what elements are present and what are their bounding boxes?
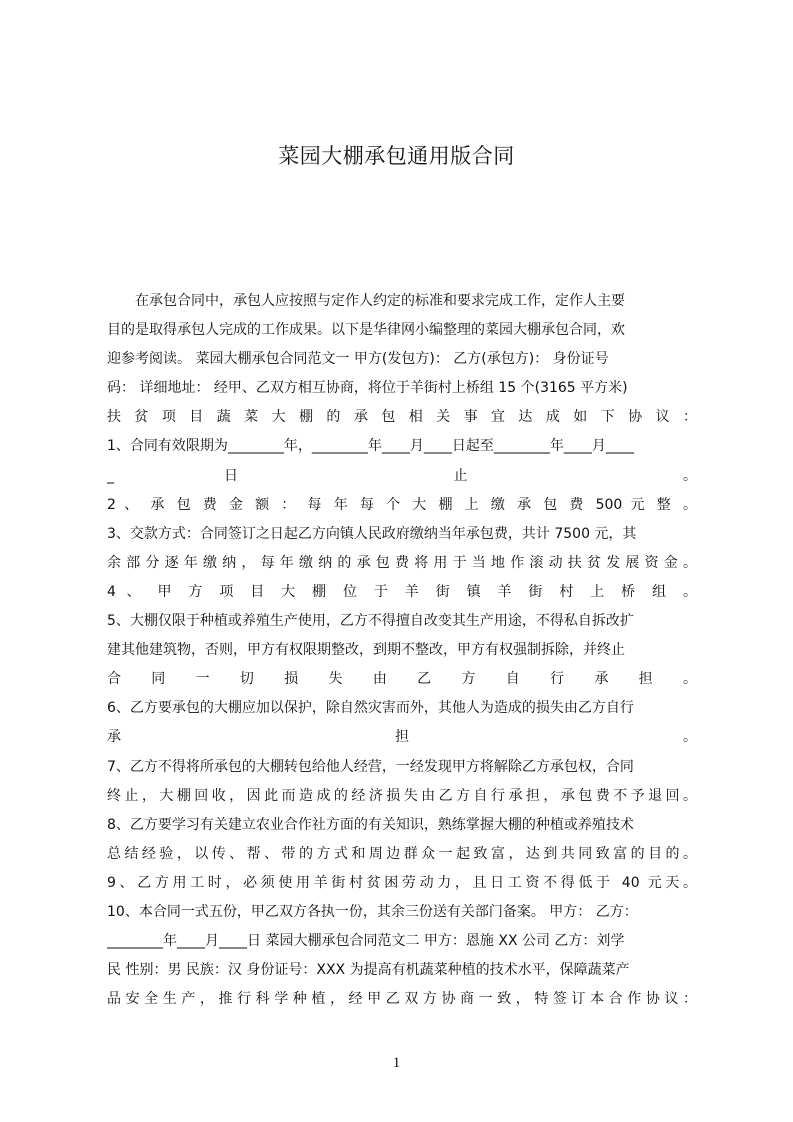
paragraph-line: 迎参考阅读。 菜园大棚承包合同范文一 甲方(发包方)： 乙方(承包方)： 身份证号 [107, 351, 609, 368]
document-body [107, 287, 697, 1012]
paragraph-line: 承 担 。 [107, 729, 697, 746]
paragraph-line: 建其他建筑物，否则，甲方有权限期整改，到期不整改，甲方有权强制拆除，并终止 [107, 642, 625, 659]
page-number: 1 [392, 1055, 401, 1071]
paragraph-line: 3、交款方式：合同签订之日起乙方向镇人民政府缴纳当年承包费，共计 7500 元，其 [107, 525, 637, 542]
paragraph-line: 6、乙方要承包的大棚应加以保护，除自然灾害而外，其他人为造成的损失由乙方自行 [107, 700, 634, 717]
paragraph-line: 4 、 甲 方 项 目 大 棚 位 于 羊 街 镇 羊 街 村 上 桥 组 。 [107, 583, 697, 600]
paragraph-line: 10、本合同一式五份，甲乙双方各执一份，其余三份送有关部门备案。 甲方： 乙方： [107, 903, 638, 920]
paragraph-line: 在承包合同中，承包人应按照与定作人约定的标准和要求完成工作，定作人主要 [135, 293, 625, 309]
paragraph-line: 终止，大棚回收，因此而造成的经济损失由乙方自行承担，承包费不予退回。 [107, 787, 697, 804]
paragraph-line: 合 同 一 切 损 失 由 乙 方 自 行 承 担 。 [107, 671, 697, 688]
paragraph-line: 2 、 承 包 费 金 额 ： 每 年 每 个 大 棚 上 缴 承 包 费 500 元 整 。 [107, 496, 697, 513]
paragraph-line: 8、乙方要学习有关建立农业合作社方面的有关知识，熟练掌握大棚的种植或养殖技术 [107, 816, 634, 833]
document-title: 菜园大棚承包通用版合同 [278, 144, 515, 168]
paragraph-line: 扶 贫 项 目 蔬 菜 大 棚 的 承 包 相 关 事 宜 达 成 如 下 协 议 ： [107, 409, 697, 426]
paragraph-line: 总结经验，以传、帮、带的方式和周边群众一起致富，达到共同致富的目的。 [107, 845, 697, 862]
paragraph-line: 民 性别：男 民族：汉 身份证号：XXX 为提高有机蔬菜种植的技术水平，保障蔬菜产 [107, 962, 630, 979]
paragraph-line: 9、乙方用工时，必须使用羊街村贫困劳动力，且日工资不得低于 40 元天。 [107, 874, 697, 891]
paragraph-line: 1、合同有效限期为________年，________年____月____日起至________年____月____ [107, 438, 634, 455]
paragraph-line: 码： 详细地址： 经甲、乙双方相互协商，将位于羊街村上桥组 15 个(3165 平方米) [107, 380, 628, 397]
paragraph-line: _ 日 止 。 [107, 467, 697, 484]
paragraph-line: 余部分逐年缴纳，每年缴纳的承包费将用于当地作滚动扶贫发展资金。 [107, 554, 697, 571]
paragraph-line: 7、乙方不得将所承包的大棚转包给他人经营，一经发现甲方将解除乙方承包权，合同 [107, 758, 634, 775]
paragraph-line: 品安全生产，推行科学种植，经甲乙双方协商一致，特签订本合作协议： [107, 991, 697, 1008]
paragraph-line: 目的是取得承包人完成的工作成果。以下是华律网小编整理的菜园大棚承包合同，欢 [107, 322, 625, 339]
paragraph-line: 5、大棚仅限于种植或养殖生产使用，乙方不得擅自改变其生产用途，不得私自拆改扩 [107, 613, 634, 630]
paragraph-line: ________年____月____日 菜园大棚承包合同范文二 甲方：恩施 XX 公司 乙方：刘学 [107, 933, 625, 950]
